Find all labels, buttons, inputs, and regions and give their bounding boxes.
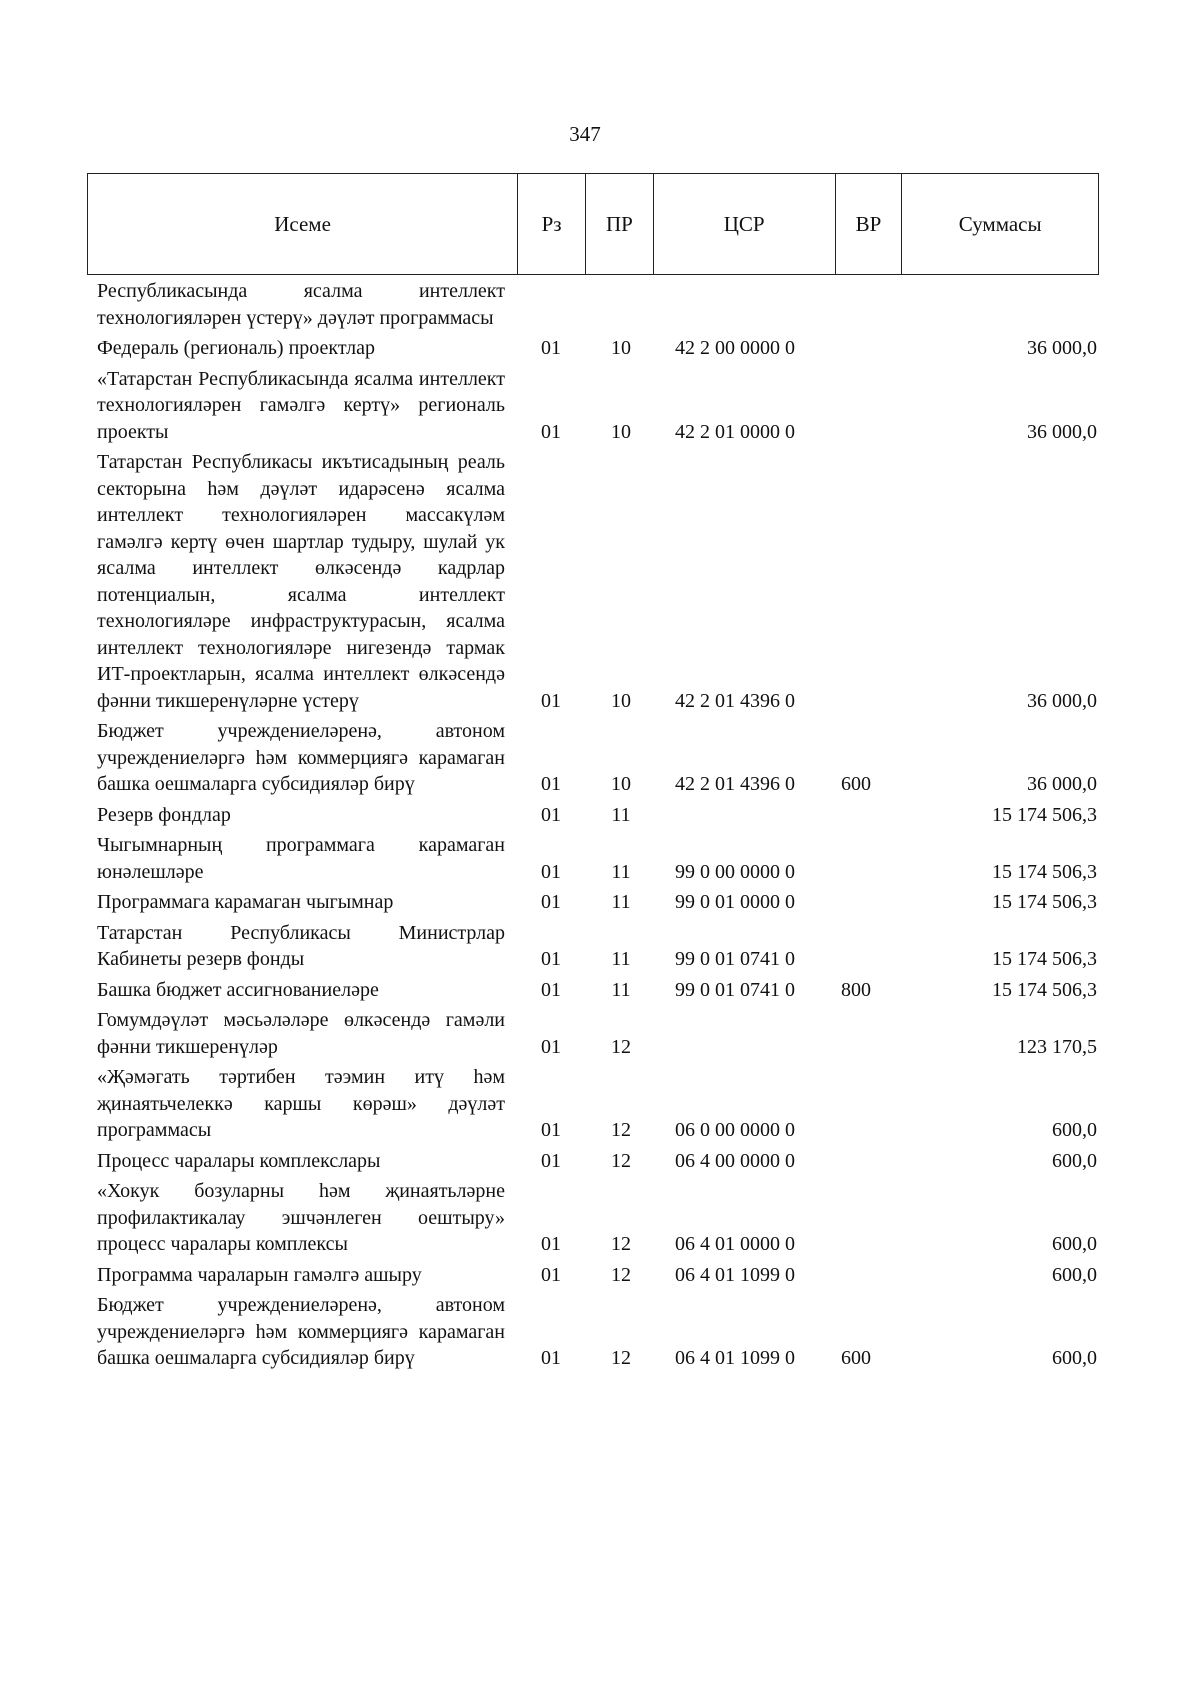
header-name: Исеме xyxy=(274,211,331,236)
header-rz: Рз xyxy=(517,174,585,274)
cell-csr: 06 4 00 0000 0 xyxy=(675,1149,795,1172)
cell-vr: 600 xyxy=(841,1347,871,1369)
cell-sum: 600,0 xyxy=(1052,1347,1097,1369)
header-vr: ВР xyxy=(835,174,902,274)
cell-rz: 01 xyxy=(541,689,561,712)
table-row xyxy=(97,278,1097,331)
table-row xyxy=(97,335,1097,362)
cell-csr: 99 0 01 0000 0 xyxy=(675,891,795,913)
table-row xyxy=(97,1292,1097,1372)
cell-rz: 01 xyxy=(541,337,561,359)
cell-name: Гомумдәүләт мәсьәләләре өлкәсендә гамәли фәнни тикшеренүләр xyxy=(97,1009,505,1058)
cell-csr: 06 0 00 0000 0 xyxy=(675,1119,795,1141)
cell-sum: 600,0 xyxy=(1052,1119,1097,1141)
cell-vr: 600 xyxy=(841,773,871,795)
cell-name: Башка бюджет ассигнованиеләре xyxy=(97,978,379,1001)
cell-name: Республикасында ясалма интеллект технологияләрен үстерү» дәүләт программасы xyxy=(97,280,505,329)
table-row xyxy=(97,889,1097,916)
table-row xyxy=(97,1262,1097,1289)
cell-pr: 10 xyxy=(611,420,631,443)
cell-name: «Җәмәгать тәртибен тәэмин итү һәм җинаятьчелеккә каршы көрәш» дәүләт программасы xyxy=(97,1066,505,1141)
cell-name: Татарстан Республикасы Министрлар Кабинеты резерв фонды xyxy=(97,921,505,970)
cell-csr: 42 2 01 4396 0 xyxy=(675,773,795,795)
table-row xyxy=(97,832,1097,885)
cell-name: Резерв фондлар xyxy=(97,803,231,826)
table-row xyxy=(97,977,1097,1004)
cell-rz: 01 xyxy=(541,978,561,1001)
table-body xyxy=(97,278,1097,1376)
cell-csr: 06 4 01 0000 0 xyxy=(675,1233,795,1255)
cell-csr: 42 2 01 0000 0 xyxy=(675,420,795,443)
cell-name: «Татарстан Республикасында ясалма интеллект технологияләрен гамәлгә кертү» региональ проекты xyxy=(97,367,505,443)
cell-rz: 01 xyxy=(541,1263,561,1286)
cell-pr: 12 xyxy=(611,1119,631,1141)
cell-pr: 12 xyxy=(611,1233,631,1255)
cell-sum: 600,0 xyxy=(1052,1149,1097,1172)
cell-sum: 123 170,5 xyxy=(1017,1035,1097,1058)
cell-name: Процесс чаралары комплекслары xyxy=(97,1149,381,1172)
cell-name: Федераль (региональ) проектлар xyxy=(97,337,375,359)
cell-sum: 15 174 506,3 xyxy=(992,978,1097,1001)
cell-rz: 01 xyxy=(541,891,561,913)
cell-pr: 11 xyxy=(611,948,631,970)
cell-name: Программага карамаган чыгымнар xyxy=(97,891,394,913)
cell-rz: 01 xyxy=(541,860,561,883)
cell-sum: 15 174 506,3 xyxy=(992,948,1097,970)
cell-pr: 10 xyxy=(611,689,631,712)
cell-rz: 01 xyxy=(541,1347,561,1369)
cell-rz: 01 xyxy=(541,948,561,970)
cell-sum: 15 174 506,3 xyxy=(992,803,1097,826)
table-row xyxy=(97,1007,1097,1060)
cell-name: Чыгымнарның программага карамаган юнәлешләре xyxy=(97,834,505,883)
table-header xyxy=(87,173,1099,275)
cell-sum: 15 174 506,3 xyxy=(992,891,1097,913)
header-csr: ЦСР xyxy=(653,174,835,274)
header-pr: ПР xyxy=(585,174,653,274)
table-row xyxy=(97,449,1097,714)
cell-pr: 11 xyxy=(611,803,631,826)
cell-sum: 36 000,0 xyxy=(1027,773,1097,795)
cell-pr: 12 xyxy=(611,1149,631,1172)
cell-csr: 06 4 01 1099 0 xyxy=(675,1347,795,1369)
table-row xyxy=(97,718,1097,798)
cell-csr: 99 0 00 0000 0 xyxy=(675,860,795,883)
cell-pr: 10 xyxy=(611,337,631,359)
page-number: 347 xyxy=(569,122,601,146)
cell-name: Бюджет учреждениеләренә, автоном учреждениеләргә һәм коммерциягә карамаган башка оешмаларга субсидияләр бирү xyxy=(97,1294,505,1369)
cell-rz: 01 xyxy=(541,1149,561,1172)
cell-sum: 36 000,0 xyxy=(1027,420,1097,443)
cell-rz: 01 xyxy=(541,1119,561,1141)
cell-pr: 11 xyxy=(611,891,631,913)
table-row xyxy=(97,1064,1097,1144)
cell-vr: 800 xyxy=(841,978,871,1001)
cell-pr: 12 xyxy=(611,1263,631,1286)
cell-sum: 600,0 xyxy=(1052,1233,1097,1255)
cell-pr: 11 xyxy=(611,978,631,1001)
cell-csr: 42 2 00 0000 0 xyxy=(675,337,795,359)
cell-sum: 600,0 xyxy=(1052,1263,1097,1286)
cell-sum: 15 174 506,3 xyxy=(992,860,1097,883)
cell-pr: 12 xyxy=(611,1035,631,1058)
cell-pr: 12 xyxy=(611,1347,631,1369)
cell-sum: 36 000,0 xyxy=(1027,689,1097,712)
cell-name: «Хокук бозуларны һәм җинаятьләрне профилактикалау эшчәнлеген оештыру» процесс чаралары комплексы xyxy=(97,1180,505,1255)
cell-csr: 06 4 01 1099 0 xyxy=(675,1263,795,1286)
cell-name: Бюджет учреждениеләренә, автоном учреждениеләргә һәм коммерциягә карамаган башка оешмаларга субсидияләр бирү xyxy=(97,720,505,795)
cell-rz: 01 xyxy=(541,803,561,826)
header-sum: Суммасы xyxy=(901,174,1098,274)
cell-pr: 10 xyxy=(611,773,631,795)
cell-sum: 36 000,0 xyxy=(1027,337,1097,359)
cell-name: Татарстан Республикасы икътисадының реаль секторына һәм дәүләт идарәсенә ясалма интеллект технологияләрен массакүләм гамәлгә кертү өчен шартлар тудыру, шулай ук ясалма интеллект өлкәсендә кадрлар потенциалын, ясалма интеллект технологияләре инфраструктурасын, ясалма интеллект технологияләре нигезендә тармак ИТ-проектларын, ясалма интеллект өлкәсендә фәнни тикшеренүләрне үстерү xyxy=(97,451,505,712)
cell-rz: 01 xyxy=(541,1233,561,1255)
table-row xyxy=(97,920,1097,973)
cell-rz: 01 xyxy=(541,773,561,795)
cell-csr: 99 0 01 0741 0 xyxy=(675,948,795,970)
cell-csr: 99 0 01 0741 0 xyxy=(675,978,795,1001)
table-row xyxy=(97,1148,1097,1175)
table-row xyxy=(97,1178,1097,1258)
cell-name: Программа чараларын гамәлгә ашыру xyxy=(97,1263,422,1286)
table-row xyxy=(97,366,1097,446)
cell-rz: 01 xyxy=(541,1035,561,1058)
table-row xyxy=(97,802,1097,829)
cell-pr: 11 xyxy=(611,860,631,883)
cell-csr: 42 2 01 4396 0 xyxy=(675,689,795,712)
cell-rz: 01 xyxy=(541,420,561,443)
